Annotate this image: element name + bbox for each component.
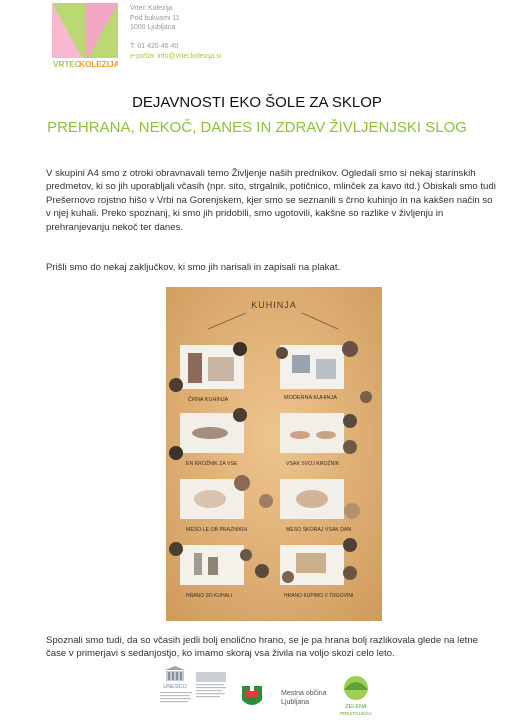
eco-text-2: PRESTOLNICA bbox=[340, 711, 372, 716]
municipality-text-2: Ljubljana bbox=[281, 699, 310, 706]
kolezija-logo bbox=[52, 3, 118, 69]
org-email[interactable]: e-pošta: info@vrteckolezija.si bbox=[130, 52, 222, 60]
org-address-2: 1000 Ljubljana bbox=[130, 24, 176, 31]
page-title: DEJAVNOSTI EKO ŠOLE ZA SKLOP bbox=[132, 94, 382, 111]
ljubljana-coat-of-arms-icon bbox=[242, 686, 262, 705]
municipality-text-1: Mestna občina bbox=[281, 690, 327, 697]
closing-paragraph: Spoznali smo tudi, da so včasih jedli bolj enolično hrano, se je pa hrana bolj razlikovala glede na letne čase v primerjavi s sedanjostjo, ko imamo skoraj vsa živila na voljo skozi celo leto. bbox=[46, 635, 478, 660]
poster-caption-6: MESO SKORAJ VSAK DAN bbox=[286, 527, 352, 533]
logo-text-1: VRTEC bbox=[53, 60, 81, 69]
page-subtitle: PREHRANA, NEKOČ, DANES IN ZDRAV ŽIVLJENJSKI SLOG bbox=[47, 119, 467, 136]
unesco-network-logo bbox=[196, 672, 226, 697]
poster-caption-2: MODERNA KUHINJA bbox=[284, 395, 337, 401]
poster-photo bbox=[166, 287, 382, 621]
org-contact bbox=[130, 4, 221, 61]
org-address-1: Pod bukvami 11 bbox=[130, 14, 180, 22]
unesco-text: UNESCO bbox=[163, 684, 187, 690]
poster-caption-1: ČRNA KUHINJA bbox=[188, 397, 229, 403]
green-capital-logo bbox=[340, 676, 372, 716]
org-phone: T: 01 420 46 40 bbox=[130, 43, 179, 50]
poster-caption-4: VSAK SVOJ KROŽNIK bbox=[286, 461, 340, 467]
org-name: Vrtec Kolezija bbox=[130, 5, 173, 12]
poster-caption-8: HRANO KUPIMO V TRGOVINI bbox=[284, 593, 354, 599]
footer-logos bbox=[0, 666, 514, 722]
poster-caption-3: EN KROŽNIK ZA VSE bbox=[186, 461, 238, 467]
poster-caption-7: HRANO SO KUHALI bbox=[186, 593, 233, 599]
eco-text-1: ZELENA bbox=[345, 704, 367, 710]
poster-intro-paragraph: Prišli smo do nekaj zaključkov, ki smo jih narisali in zapisali na plakat. bbox=[46, 262, 341, 273]
poster-caption-5: MESO LE OB PRAZNIKIH bbox=[186, 527, 248, 533]
unesco-logo bbox=[160, 666, 192, 702]
poster-heading: KUHINJA bbox=[251, 300, 297, 310]
intro-paragraph: V skupini A4 smo z otroki obravnavali temo Življenje naših prednikov. Ogledali smo si nekaj starinskih predmetov, ki so jih uporabljali včasih (npr. sito, strgalnik, potičnico, mlinček za kavo itd.) Obiskali smo tudi Prešernovo rojstno hišo v Vrbi na Gorenjskem, kjer smo se seznanili s črno kuhinjo in na kakšen način so v njej kuhali. Preko spoznanj, ki smo jih pridobili, smo ugotovili, kakšne so razlike v življenju in prehranjevanju nekoč ter danes. bbox=[46, 168, 496, 233]
logo-text-2: KOLEZIJA bbox=[79, 60, 118, 69]
